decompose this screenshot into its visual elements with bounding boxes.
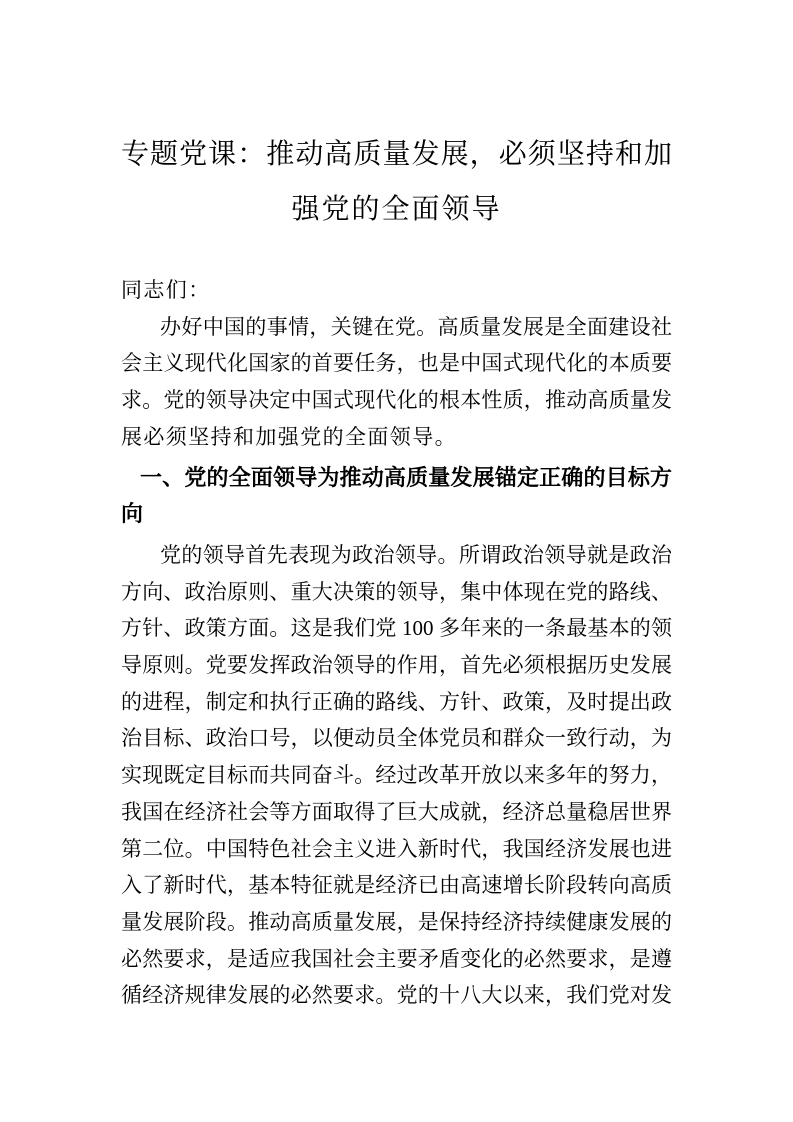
document-blocks [121,127,672,1014]
document-line: 展必须坚持和加强党的全面领导。 [121,424,457,449]
document-line: 实现既定目标而共同奋斗。经过改革开放以来多年的努力， [121,763,672,788]
paragraph-intro [121,309,672,456]
document-line: 求。党的领导决定中国式现代化的根本性质，推动高质量发 [121,388,672,413]
section-heading-1 [121,460,672,533]
document-line: 党的领导首先表现为政治领导。所谓政治领导就是政治 [160,542,672,567]
document-line: 办好中国的事情，关键在党。高质量发展是全面建设社 [160,314,672,339]
title-line: 强党的全面领导 [291,194,502,225]
document-line: 同志们： [121,278,211,302]
document-line: 会主义现代化国家的首要任务，也是中国式现代化的本质要 [121,351,672,376]
document-line: 方针、政策方面。这是我们党 100 多年来的一条最基本的领 [121,616,672,641]
document-line: 导原则。党要发挥政治领导的作用，首先必须根据历史发展 [121,653,672,678]
document-line: 必然要求，是适应我国社会主要矛盾变化的必然要求，是遵 [121,946,672,971]
document-title [121,127,672,237]
document-line: 入了新时代，基本特征就是经济已由高速增长阶段转向高质 [121,873,672,898]
document-line: 一、党的全面领导为推动高质量发展锚定正确的目标方 [140,464,672,490]
document-line: 我国在经济社会等方面取得了巨大成就，经济总量稳居世界 [121,799,672,824]
document-line: 向 [121,501,144,527]
title-line: 专题党课：推动高质量发展，必须坚持和加 [121,139,672,170]
document-line: 量发展阶段。推动高质量发展，是保持经济持续健康发展的 [121,909,672,934]
document-line: 治目标、政治口号，以便动员全体党员和群众一致行动，为 [121,726,672,751]
document-line: 第二位。中国特色社会主义进入新时代，我国经济发展也进 [121,836,672,861]
salutation [121,272,672,309]
document-line: 方向、政治原则、重大决策的领导，集中体现在党的路线、 [121,579,672,604]
document-line: 的进程，制定和执行正确的路线、方针、政策，及时提出政 [121,689,672,714]
paragraph-section-1 [121,537,672,1014]
document-line: 循经济规律发展的必然要求。党的十八大以来，我们党对发 [121,983,672,1008]
